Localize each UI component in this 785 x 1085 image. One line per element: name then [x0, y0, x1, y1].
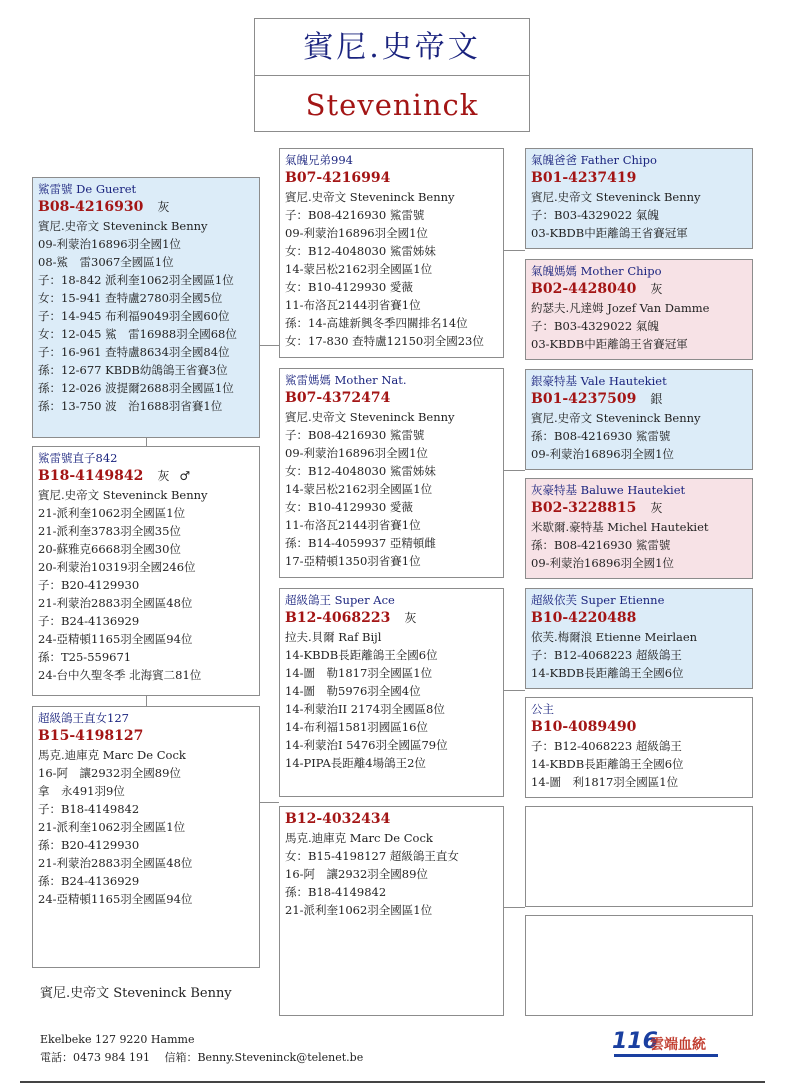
record-line: 女：B10-4129930 愛薇 — [285, 500, 413, 514]
record-line: 20-利蒙治10319羽全國246位 — [38, 560, 196, 574]
record-line: 賓尼.史帝文 Steveninck Benny — [531, 411, 701, 425]
logo-text: 雲端血統 — [650, 1037, 706, 1053]
connector-line — [503, 907, 525, 908]
record-line: 21-派利奎1062羽全國區1位 — [38, 820, 186, 834]
pedigree-card-ggp-3 — [525, 369, 753, 470]
record-line: 孫：14-高雄新興冬季四關排名14位 — [285, 316, 468, 330]
bird-color: 灰 — [157, 469, 170, 483]
record-line: 11-布洛瓦2144羽省賽1位 — [285, 298, 421, 312]
record-line: 子：B12-4068223 超級鴿王 — [531, 648, 682, 662]
record-line: 孫：B08-4216930 鯊雷號 — [531, 429, 671, 443]
record-line: 女：12-045 鯊 雷16988羽全國68位 — [38, 327, 237, 341]
record-line: 拿 永491羽9位 — [38, 784, 125, 798]
record-line: 孫：B18-4149842 — [285, 885, 387, 899]
record-line: 14-蒙呂松2162羽全國區1位 — [285, 262, 433, 276]
record-line: 14-蒙呂松2162羽全國區1位 — [285, 482, 433, 496]
record-line: 女：B10-4129930 愛薇 — [285, 280, 413, 294]
bird-name: 灰豪特基 Baluwe Hautekiet — [531, 483, 686, 497]
record-line: 依芙.梅爾浪 Etienne Meirlaen — [531, 630, 698, 644]
connector-line — [259, 802, 279, 803]
connector-line — [503, 470, 525, 471]
ring-number: B02-3228815 — [531, 500, 637, 516]
bird-name: 氣魄媽媽 Mother Chipo — [531, 264, 662, 278]
record-line: 拉夫.貝爾 Raf Bijl — [285, 630, 382, 644]
owner-chinese-name: 賓尼.史帝文 — [255, 19, 529, 76]
bird-name: 鯊雷號 De Gueret — [38, 182, 137, 196]
record-line: 女：B12-4048030 鯊雷姊妹 — [285, 244, 436, 258]
pedigree-card-ggp-2 — [525, 259, 753, 360]
record-line: 子：B03-4329022 氣魄 — [531, 208, 659, 222]
ring-number: B12-4068223 — [285, 610, 391, 626]
record-line: 馬克.迪庫克 Marc De Cock — [38, 748, 186, 762]
logo — [612, 1029, 722, 1057]
bird-color: 銀 — [650, 392, 663, 406]
bird-name: 鯊雷號直子842 — [38, 451, 118, 465]
record-line: 24-台中久聖冬季 北海賓二81位 — [38, 668, 202, 682]
ring-number: B07-4216994 — [285, 170, 391, 186]
record-line: 子：16-961 查特盧8634羽全國84位 — [38, 345, 230, 359]
record-line: 賓尼.史帝文 Steveninck Benny — [285, 190, 455, 204]
ring-number: B01-4237419 — [531, 170, 637, 186]
bird-color: 灰 — [157, 200, 170, 214]
record-line: 女：15-941 查特盧2780羽全國5位 — [38, 291, 223, 305]
pedigree-card-ggp-4 — [525, 478, 753, 579]
bird-name: 超級鴿王 Super Ace — [285, 593, 395, 607]
record-line: 24-亞精頓1165羽全國區94位 — [38, 892, 193, 906]
record-line: 09-利蒙治16896羽全國1位 — [285, 446, 428, 460]
record-line: 08-鯊 雷3067全國區1位 — [38, 255, 174, 269]
record-line: 21-利蒙治2883羽全國區48位 — [38, 596, 193, 610]
record-line: 21-派利奎3783羽全國35位 — [38, 524, 181, 538]
bird-name: 超級鴿王直女127 — [38, 711, 129, 725]
record-line: 14-圖 利1817羽全國區1位 — [531, 775, 679, 789]
record-line: 14-KBDB長距離鴿王全國6位 — [285, 648, 438, 662]
record-line: 子：B20-4129930 — [38, 578, 140, 592]
footer-divider — [20, 1081, 765, 1083]
record-line: 孫：B24-4136929 — [38, 874, 140, 888]
record-line: 14-圖 勒5976羽全國4位 — [285, 684, 421, 698]
record-line: 孫：T25-559671 — [38, 650, 132, 664]
ring-number: B08-4216930 — [38, 199, 144, 215]
connector-line — [259, 345, 279, 346]
record-line: 14-圖 勒1817羽全國區1位 — [285, 666, 433, 680]
record-line: 賓尼.史帝文 Steveninck Benny — [531, 190, 701, 204]
record-line: 09-利蒙治16896羽全國1位 — [38, 237, 181, 251]
record-line: 女：B12-4048030 鯊雷姊妹 — [285, 464, 436, 478]
record-line: 子：18-842 派利奎1062羽全國區1位 — [38, 273, 234, 287]
record-line: 21-派利奎1062羽全國區1位 — [38, 506, 186, 520]
record-line: 子：B12-4068223 超級鴿王 — [531, 739, 682, 753]
record-line: 女：B15-4198127 超級鴿王直女 — [285, 849, 459, 863]
record-line: 16-阿 讓2932羽全國89位 — [38, 766, 181, 780]
record-line: 11-布洛瓦2144羽省賽1位 — [285, 518, 421, 532]
address-text: Ekelbeke 127 9220 Hamme — [40, 1033, 195, 1046]
ring-number: B02-4428040 — [531, 281, 637, 297]
logo-underline — [614, 1054, 718, 1057]
connector-line — [146, 695, 147, 706]
pedigree-card-dam-dam — [279, 806, 504, 1016]
record-line: 09-利蒙治16896羽全國1位 — [531, 556, 674, 570]
bird-color: 灰 — [650, 282, 663, 296]
pedigree-card-ggp-1 — [525, 148, 753, 249]
record-line: 子：14-945 布利福9049羽全國60位 — [38, 309, 230, 323]
record-line: 14-利蒙治II 2174羽全國區8位 — [285, 702, 445, 716]
record-line: 孫：12-677 KBDB幼鴿鴿王省賽3位 — [38, 363, 228, 377]
contact-text: 電話：0473 984 191 信箱：Benny.Steveninck@telenet.be — [40, 1051, 364, 1064]
connector-line — [503, 690, 525, 691]
record-line: 賓尼.史帝文 Steveninck Benny — [285, 410, 455, 424]
pedigree-card-subject — [32, 446, 260, 696]
pedigree-card-ggp-6 — [525, 697, 753, 798]
record-line: 03-KBDB中距離鴿王省賽冠軍 — [531, 337, 688, 351]
record-line: 14-布利福1581羽國區16位 — [285, 720, 428, 734]
record-line: 16-阿 讓2932羽全國89位 — [285, 867, 428, 881]
bird-color: 灰 — [404, 611, 417, 625]
connector-line — [503, 250, 525, 251]
record-line: 米歇爾.豪特基 Michel Hautekiet — [531, 520, 709, 534]
connector-line — [146, 437, 147, 446]
record-line: 馬克.迪庫克 Marc De Cock — [285, 831, 433, 845]
ring-number: B10-4220488 — [531, 610, 637, 626]
ring-number: B01-4237509 — [531, 391, 637, 407]
ring-number: B15-4198127 — [38, 728, 144, 744]
record-line: 子：B08-4216930 鯊雷號 — [285, 428, 425, 442]
record-line: 21-派利奎1062羽全國區1位 — [285, 903, 433, 917]
record-line: 孫：13-750 波 治1688羽省賽1位 — [38, 399, 223, 413]
record-line: 09-利蒙治16896羽全國1位 — [285, 226, 428, 240]
pedigree-card-dam — [32, 706, 260, 968]
pedigree-card-ggp-5 — [525, 588, 753, 689]
bird-color: 灰 — [650, 501, 663, 515]
record-line: 17-亞精頓1350羽省賽1位 — [285, 554, 421, 568]
bird-name: 氣魄爸爸 Father Chipo — [531, 153, 657, 167]
record-line: 24-亞精頓1165羽全國區94位 — [38, 632, 193, 646]
record-line: 孫：B14-4059937 亞精頓雌 — [285, 536, 436, 550]
record-line: 子：B08-4216930 鯊雷號 — [285, 208, 425, 222]
bird-name: 氣魄兄弟994 — [285, 153, 353, 167]
record-line: 20-蘇雅克6668羽全國30位 — [38, 542, 181, 556]
owner-english-name: Steveninck — [305, 88, 479, 122]
title-box — [254, 18, 530, 132]
record-line: 子：B24-4136929 — [38, 614, 140, 628]
bird-name: 公主 — [531, 702, 554, 716]
record-line: 14-PIPA長距離4場鴿王2位 — [285, 756, 426, 770]
bird-name: 鯊雷媽媽 Mother Nat. — [285, 373, 407, 387]
record-line: 賓尼.史帝文 Steveninck Benny — [38, 219, 208, 233]
owner-signature: 賓尼.史帝文 Steveninck Benny — [40, 986, 232, 1001]
ring-number: B10-4089490 — [531, 719, 637, 735]
record-line: 孫：B08-4216930 鯊雷號 — [531, 538, 671, 552]
record-line: 子：B03-4329022 氣魄 — [531, 319, 659, 333]
pedigree-card-sire-dam — [279, 368, 504, 578]
record-line: 子：B18-4149842 — [38, 802, 140, 816]
record-line: 孫：B20-4129930 — [38, 838, 140, 852]
bird-name: 超級依芙 Super Etienne — [531, 593, 665, 607]
ring-number: B18-4149842 — [38, 468, 144, 484]
record-line: 約瑟夫.凡達姆 Jozef Van Damme — [531, 301, 710, 315]
record-line: 14-利蒙治I 5476羽全國區79位 — [285, 738, 448, 752]
record-line: 21-利蒙治2883羽全國區48位 — [38, 856, 193, 870]
logo-number: 116 — [612, 1029, 658, 1054]
record-line: 03-KBDB中距離鴿王省賽冠軍 — [531, 226, 688, 240]
ring-number: B12-4032434 — [285, 811, 391, 827]
record-line: 女：17-830 查特盧12150羽全國23位 — [285, 334, 484, 348]
pedigree-card-ggp-7-empty — [525, 806, 753, 907]
record-line: 09-利蒙治16896羽全國1位 — [531, 447, 674, 461]
pedigree-card-sire — [32, 177, 260, 438]
record-line: 14-KBDB長距離鴿王全國6位 — [531, 757, 684, 771]
bird-name: 銀豪特基 Vale Hautekiet — [531, 374, 667, 388]
male-symbol: ♂ — [179, 469, 191, 483]
record-line: 孫：12-026 波提爾2688羽全國區1位 — [38, 381, 234, 395]
record-line: 賓尼.史帝文 Steveninck Benny — [38, 488, 208, 502]
ring-number: B07-4372474 — [285, 390, 391, 406]
pedigree-card-sire-sire — [279, 148, 504, 358]
record-line: 14-KBDB長距離鴿王全國6位 — [531, 666, 684, 680]
pedigree-card-ggp-8-empty — [525, 915, 753, 1016]
pedigree-card-dam-sire — [279, 588, 504, 797]
